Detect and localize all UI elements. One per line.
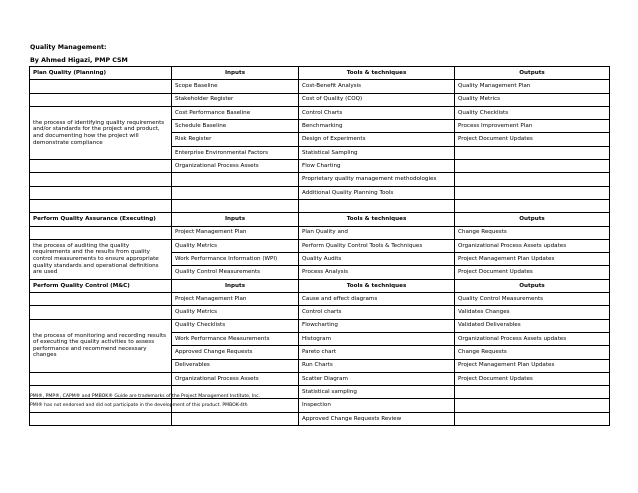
input-cell: Cost Performance Baseline: [172, 106, 299, 119]
input-cell: [172, 186, 299, 199]
table-row: [30, 293, 610, 306]
tool-cell: Flowcharting: [299, 319, 455, 332]
input-cell: Enterprise Environmental Factors: [172, 146, 299, 159]
input-cell: Risk Register: [172, 133, 299, 146]
tools-header: Tools & techniques: [299, 213, 455, 226]
outputs-header: Outputs: [455, 279, 610, 292]
process-header-row: [30, 67, 610, 80]
tool-cell: Histogram: [299, 332, 455, 345]
input-cell: Quality Metrics: [172, 306, 299, 319]
table-row: [30, 106, 610, 119]
output-cell: [455, 160, 610, 173]
table-row: [30, 160, 610, 173]
process-name: Perform Quality Assurance (Executing): [30, 213, 172, 226]
process-description: the process of monitoring and recording results of executing the quality activities to assess performance and recommend necessary changes: [30, 319, 172, 372]
input-cell: Deliverables: [172, 359, 299, 372]
outputs-header: Outputs: [455, 67, 610, 80]
tool-cell: Design of Experiments: [299, 133, 455, 146]
tool-cell: Flow Charting: [299, 160, 455, 173]
spacer-row: [30, 199, 610, 212]
empty-cell: [172, 199, 299, 212]
tool-cell: Statistical sampling: [299, 386, 455, 399]
tool-cell: Statistical Sampling: [299, 146, 455, 159]
outputs-header: Outputs: [455, 213, 610, 226]
tool-cell: Run Charts: [299, 359, 455, 372]
empty-cell: [30, 412, 172, 425]
process-name: Perform Quality Control (M&C): [30, 279, 172, 292]
process-header-row: [30, 213, 610, 226]
process-description: the process of auditing the quality requirements and the results from quality control measurements to ensure appropriate quality standards and operational definitions are used: [30, 239, 172, 279]
output-cell: Quality Checklists: [455, 106, 610, 119]
tool-cell: Control charts: [299, 306, 455, 319]
tool-cell: Process Analysis: [299, 266, 455, 279]
output-cell: Validated Deliverables: [455, 319, 610, 332]
output-cell: Change Requests: [455, 346, 610, 359]
tools-header: Tools & techniques: [299, 67, 455, 80]
output-cell: Change Requests: [455, 226, 610, 239]
process-name: Plan Quality (Planning): [30, 67, 172, 80]
output-cell: Project Document Updates: [455, 372, 610, 385]
input-cell: Organizational Process Assets: [172, 372, 299, 385]
table-row: [30, 372, 610, 385]
tool-cell: Cause and effect diagrams: [299, 293, 455, 306]
tool-cell: Cost of Quality (COQ): [299, 93, 455, 106]
empty-cell: [30, 226, 172, 239]
table-row: [30, 186, 610, 199]
output-cell: Validates Changes: [455, 306, 610, 319]
empty-cell: [30, 93, 172, 106]
inputs-header: Inputs: [172, 67, 299, 80]
table-row: [30, 239, 610, 252]
tool-cell: Proprietary quality management methodologies: [299, 173, 455, 186]
output-cell: Organizational Process Assets updates: [455, 332, 610, 345]
output-cell: [455, 173, 610, 186]
tool-cell: Pareto chart: [299, 346, 455, 359]
tool-cell: Approved Change Requests Review: [299, 412, 455, 425]
empty-cell: [30, 293, 172, 306]
process-description: the process of identifying quality requirements and/or standards for the project and product, and documenting how the project will demonstrate compliance: [30, 106, 172, 159]
tool-cell: Scatter Diagram: [299, 372, 455, 385]
empty-cell: [30, 306, 172, 319]
input-cell: Work Performance Measurements: [172, 332, 299, 345]
output-cell: [455, 412, 610, 425]
tool-cell: Quality Audits: [299, 253, 455, 266]
process-header-row: [30, 279, 610, 292]
output-cell: Quality Control Measurements: [455, 293, 610, 306]
document-author: By Ahmed Higazi, PMP CSM: [30, 57, 128, 64]
empty-cell: [30, 160, 172, 173]
input-cell: Project Management Plan: [172, 226, 299, 239]
inputs-header: Inputs: [172, 279, 299, 292]
input-cell: Quality Metrics: [172, 239, 299, 252]
input-cell: Project Management Plan: [172, 293, 299, 306]
table-row: [30, 173, 610, 186]
output-cell: [455, 399, 610, 412]
quality-management-table: [29, 66, 610, 426]
input-cell: Quality Control Measurements: [172, 266, 299, 279]
output-cell: [455, 146, 610, 159]
tool-cell: Control Charts: [299, 106, 455, 119]
input-cell: Stakeholder Register: [172, 93, 299, 106]
empty-cell: [299, 199, 455, 212]
input-cell: [172, 412, 299, 425]
tool-cell: Inspection: [299, 399, 455, 412]
empty-cell: [30, 80, 172, 93]
tool-cell: Perform Quality Control Tools & Techniques: [299, 239, 455, 252]
output-cell: [455, 186, 610, 199]
output-cell: Project Management Plan Updates: [455, 253, 610, 266]
endorsement-note: PMI® has not endorsed and did not participate in the development of this product. PMBOK-4th: [30, 403, 248, 408]
tool-cell: Additional Quality Planning Tools: [299, 186, 455, 199]
empty-cell: [455, 199, 610, 212]
empty-cell: [30, 199, 172, 212]
empty-cell: [30, 173, 172, 186]
input-cell: Work Performance Information (WPI): [172, 253, 299, 266]
input-cell: Approved Change Requests: [172, 346, 299, 359]
output-cell: Project Management Plan Updates: [455, 359, 610, 372]
output-cell: Process Improvement Plan: [455, 120, 610, 133]
output-cell: Quality Metrics: [455, 93, 610, 106]
table-row: [30, 319, 610, 332]
input-cell: Scope Baseline: [172, 80, 299, 93]
input-cell: Quality Checklists: [172, 319, 299, 332]
table-row: [30, 412, 610, 425]
inputs-header: Inputs: [172, 213, 299, 226]
input-cell: Schedule Baseline: [172, 120, 299, 133]
tools-header: Tools & techniques: [299, 279, 455, 292]
tool-cell: Benchmarking: [299, 120, 455, 133]
trademark-note: PMI®, PMP®, CAPM® and PMBOK® Guide are trademarks of the Project Management Institute, Inc.: [30, 394, 261, 399]
tool-cell: Cost-Benefit Analysis: [299, 80, 455, 93]
document-title: Quality Management:: [30, 44, 107, 51]
tool-cell: Plan Quality and: [299, 226, 455, 239]
output-cell: Project Document Updates: [455, 133, 610, 146]
output-cell: Quality Management Plan: [455, 80, 610, 93]
output-cell: Project Document Updates: [455, 266, 610, 279]
input-cell: [172, 173, 299, 186]
empty-cell: [30, 372, 172, 385]
output-cell: Organizational Process Assets updates: [455, 239, 610, 252]
table-row: [30, 93, 610, 106]
table-row: [30, 80, 610, 93]
input-cell: Organizational Process Assets: [172, 160, 299, 173]
output-cell: [455, 386, 610, 399]
table-row: [30, 306, 610, 319]
empty-cell: [30, 186, 172, 199]
table-row: [30, 226, 610, 239]
